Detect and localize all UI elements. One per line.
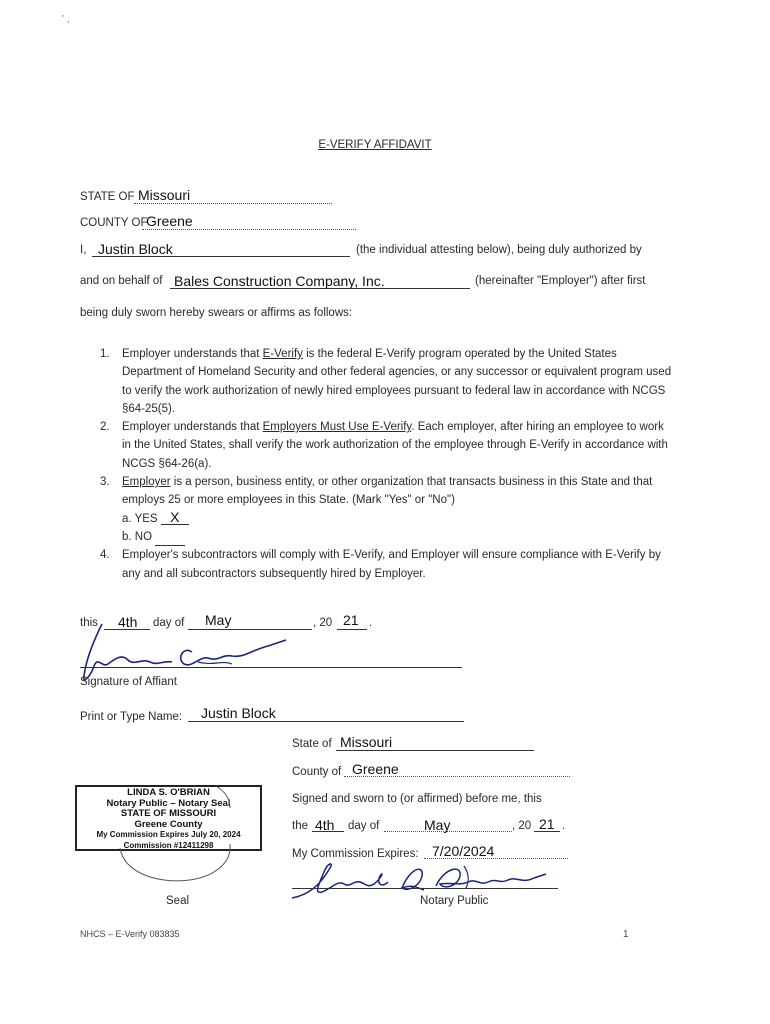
state-line xyxy=(134,203,332,204)
signature-line-end xyxy=(410,667,462,668)
affiant-suffix: (the individual attesting below), being duly authorized by xyxy=(356,244,642,256)
notary-day-of: day of xyxy=(348,820,380,832)
notary-county-value: Greene xyxy=(352,761,399,777)
item-4 xyxy=(100,546,675,583)
item-2 xyxy=(100,418,675,473)
notary-public-label: Notary Public xyxy=(420,895,489,907)
county-label: COUNTY OF xyxy=(80,217,148,229)
sworn-text: Signed and sworn to (or affirmed) before me, this xyxy=(292,793,542,805)
item-3 xyxy=(100,473,675,510)
notary-state-value: Missouri xyxy=(340,734,393,750)
page-number: 1 xyxy=(623,929,629,940)
notary-county-label: County of xyxy=(292,766,342,778)
date-year: 21 xyxy=(343,612,359,628)
stamp-commission: Commission #12411298 xyxy=(123,840,214,850)
no-mark xyxy=(155,533,185,546)
everify-link: E-Verify xyxy=(262,348,303,360)
yes-mark: X xyxy=(161,510,189,525)
intro-text: being duly sworn hereby swears or affirms as follows: xyxy=(80,307,353,319)
item-3b xyxy=(100,528,675,546)
item-number: 3. xyxy=(100,476,110,489)
signature-line xyxy=(80,667,410,668)
seal-label: Seal xyxy=(166,895,190,907)
notary-year-prefix: , 20 xyxy=(512,820,532,832)
item-text: is a person, business entity, or other organization that transacts business in this State and that employs 25 or more employees in this State. (Mark "Yes" or "No") xyxy=(122,476,653,507)
year-line xyxy=(337,629,367,630)
affidavit-items xyxy=(100,345,675,583)
affiant-prefix: I, xyxy=(80,244,87,256)
employer-suffix: (hereinafter "Employer") after first xyxy=(475,275,646,287)
item-text: . Each employer, after hiring an employee to work in the United States, shall verify the work authorization of the employee through E-Verify in accordance with NCGS §64-26(a). xyxy=(122,421,668,470)
affiant-line xyxy=(92,256,350,257)
stamp-county: Greene County xyxy=(134,818,203,830)
notary-signature-line xyxy=(292,888,558,889)
print-name-value: Justin Block xyxy=(201,705,276,721)
notary-year-line xyxy=(534,831,560,832)
date-month: May xyxy=(205,612,232,628)
date-this: this xyxy=(80,617,98,629)
county-value: Greene xyxy=(146,213,193,229)
employer-term: Employer xyxy=(122,476,171,489)
expires-value: 7/20/2024 xyxy=(432,843,495,859)
stamp-expiry: My Commission Expires July 20, 2024 xyxy=(96,830,241,839)
print-name-label: Print or Type Name: xyxy=(80,711,183,723)
item-text: is the federal E-Verify program operated by the United States Department of Homeland Security and other federal agencies, or any successor or equivalent program used to verify the work authorization of newly hired employees pursuant to federal law in accordance with NCGS §64-25(5). xyxy=(122,348,672,415)
item-number: 1. xyxy=(100,348,110,360)
affiant-value: Justin Block xyxy=(98,241,173,257)
date-year-prefix: , 20 xyxy=(313,617,333,629)
item-text: Employer's subcontractors will comply with E-Verify, and Employer will ensure compliance with E-Verify by any and all subcontractors subsequently hired by Employer. xyxy=(122,549,661,580)
expires-label: My Commission Expires: xyxy=(292,848,419,860)
stamp-name: LINDA S. O'BRIAN xyxy=(127,787,210,798)
no-label: b. NO xyxy=(122,530,153,543)
print-name-line xyxy=(188,721,464,722)
notary-end: . xyxy=(562,820,566,832)
employers-must-use-link: Employers Must Use E-Verify xyxy=(262,421,412,434)
item-number: 4. xyxy=(100,549,110,562)
date-day: 4th xyxy=(118,614,138,630)
seal-circle xyxy=(80,780,270,890)
county-line xyxy=(142,229,356,230)
employer-line xyxy=(170,288,470,289)
item-1 xyxy=(100,345,675,418)
stamp-title: Notary Public – Notary Seal xyxy=(106,797,231,809)
date-day-of: day of xyxy=(153,617,185,629)
date-end: . xyxy=(369,617,373,629)
stamp-state: STATE OF MISSOURI xyxy=(120,808,217,819)
notary-month: May xyxy=(424,817,451,833)
yes-label: a. YES xyxy=(122,512,158,525)
item-text: Employer understands that xyxy=(122,348,263,360)
employer-value: Bales Construction Company, Inc. xyxy=(174,273,385,289)
footer-left: NHCS – E-Verify 083835 xyxy=(80,929,180,939)
notary-day: 4th xyxy=(315,817,335,833)
item-number: 2. xyxy=(100,421,110,434)
state-label: STATE OF xyxy=(80,191,135,203)
notary-month-line xyxy=(384,831,512,832)
notary-county-line xyxy=(344,776,570,777)
state-value: Missouri xyxy=(138,187,191,203)
notary-the: the xyxy=(292,820,308,832)
notary-state-line xyxy=(336,750,534,751)
item-text: Employer understands that xyxy=(122,421,263,434)
notary-state-label: State of xyxy=(292,738,332,750)
scan-marks: ' , xyxy=(62,14,70,25)
notary-day-line xyxy=(312,831,344,832)
signature-label: Signature of Affiant xyxy=(80,676,177,688)
employer-prefix: and on behalf of xyxy=(80,275,163,287)
document-title: E-VERIFY AFFIDAVIT xyxy=(318,139,432,151)
item-3a xyxy=(100,510,675,528)
notary-year: 21 xyxy=(539,816,555,832)
